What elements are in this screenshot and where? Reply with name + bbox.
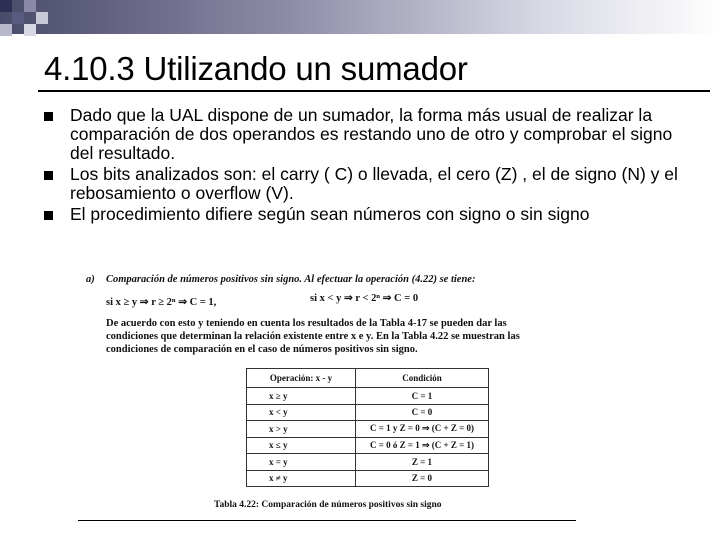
scan-heading-label: a): [86, 274, 95, 285]
table-row: [247, 470, 489, 487]
decorative-square: [36, 12, 48, 24]
title-divider: [38, 90, 710, 92]
table-row: [247, 454, 489, 471]
scan-paragraph-line: De acuerdo con esto y teniendo en cuenta los resultados de la Tabla 4-17 se pueden dar las: [106, 318, 507, 329]
table-caption: Tabla 4.22: Comparación de números positivos sin signo: [214, 500, 442, 510]
decorative-square: [12, 12, 24, 24]
scan-formula-right: si x < y ⇒ r < 2ⁿ ⇒ C = 0: [310, 293, 419, 304]
bullet-item: [44, 165, 694, 203]
scan-paragraph-line: condiciones que determinan la relación existente entre x e y. En la Tabla 4.22 se muestran las: [106, 331, 520, 342]
table-cell: C = 1 y Z = 0 ⇒ (C + Z = 0): [356, 421, 489, 438]
bullet-text: Los bits analizados son: el carry ( C) o llevada, el cero (Z) , el de signo (N) y el rebosamiento o overflow (V).: [70, 164, 678, 203]
table-cell: x ≤ y: [247, 437, 356, 454]
table-cell: C = 1: [356, 388, 489, 405]
decorative-square: [0, 24, 12, 36]
table-cell: Z = 0: [356, 470, 489, 487]
table-cell: x < y: [247, 404, 356, 421]
decorative-square: [24, 0, 36, 12]
table-cell: x > y: [247, 421, 356, 438]
table-row: [247, 421, 489, 438]
square-bullet-icon: [44, 112, 53, 121]
slide-title: 4.10.3 Utilizando un sumador: [44, 50, 468, 87]
table-cell: x ≥ y: [247, 388, 356, 405]
scan-heading: Comparación de números positivos sin signo. Al efectuar la operación (4.22) se tiene:: [106, 274, 476, 285]
scanned-figure: [86, 264, 586, 526]
table-cell: x = y: [247, 454, 356, 471]
square-bullet-icon: [44, 211, 53, 220]
bullet-item: [44, 205, 694, 224]
table-row: [247, 437, 489, 454]
square-bullet-icon: [44, 171, 53, 180]
bullet-text: El procedimiento difiere según sean números con signo o sin signo: [70, 204, 590, 224]
bullet-item: [44, 106, 694, 163]
scan-formula-left: si x ≥ y ⇒ r ≥ 2ⁿ ⇒ C = 1,: [106, 297, 217, 308]
table-header-row: [247, 369, 489, 388]
decorative-square: [24, 24, 36, 36]
table-header-cell: Operación: x - y: [247, 369, 356, 388]
table-cell: Z = 1: [356, 454, 489, 471]
table-cell: C = 0 ó Z = 1 ⇒ (C + Z = 1): [356, 437, 489, 454]
decorative-square: [0, 0, 12, 12]
table-header-cell: Condición: [356, 369, 489, 388]
scan-paragraph-line: condiciones de comparación en el caso de números positivos sin signo.: [106, 344, 418, 355]
header-gradient-bar: [0, 0, 720, 34]
table-cell: x ≠ y: [247, 470, 356, 487]
bullet-list: [44, 106, 694, 226]
comparison-table: [246, 368, 489, 487]
table-row: [247, 404, 489, 421]
table-cell: C = 0: [356, 404, 489, 421]
bottom-divider: [78, 520, 576, 521]
table-row: [247, 388, 489, 405]
bullet-text: Dado que la UAL dispone de un sumador, la forma más usual de realizar la comparación de dos operandos es restando uno de otro y comprobar el signo del resultado.: [70, 105, 673, 163]
